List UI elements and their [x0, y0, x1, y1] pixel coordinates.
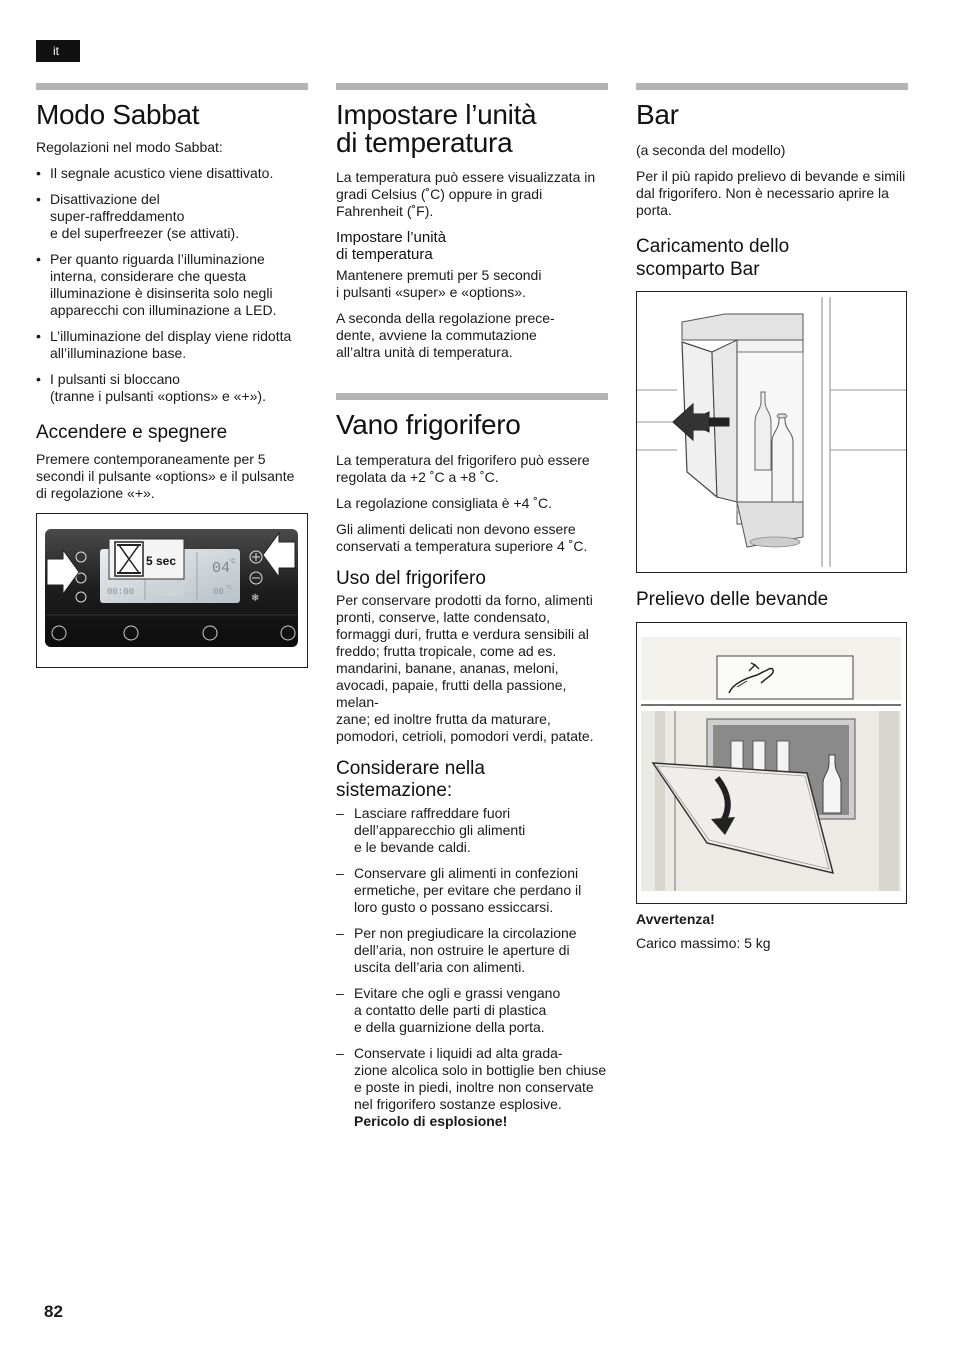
note-title: Avvertenza!	[636, 911, 715, 927]
list-item: – Evitare che ogli e grassi vengano a contatto delle parti di plastica e della guarnizione della porta.	[336, 985, 608, 1036]
subtitle-prelievo-bevande: Prelievo delle bevande	[636, 589, 829, 610]
section-rule	[336, 83, 608, 90]
warning-text: Pericolo di esplosione!	[354, 1113, 508, 1129]
accendere-text: Premere contemporaneamente per 5 secondi il pulsante «options» e il pulsante di regolazione «+».	[36, 451, 295, 501]
list-item: • Disattivazione del super-raffreddamento e del superfreezer (se attivati).	[36, 191, 308, 242]
control-panel-figure	[36, 513, 308, 668]
section-title-modo-sabbat: Modo Sabbat	[36, 99, 200, 130]
section-title-unita-temperatura: Impostare l’unità di temperatura	[336, 99, 537, 158]
sabbat-settings-list	[36, 165, 308, 405]
control-panel-illustration	[37, 514, 307, 667]
bar-model-text: (a seconda del modello)	[636, 142, 786, 158]
commutazione-text: A seconda della regolazione prece- dente, avviene la commutazione all’altra unità di temperatura.	[336, 310, 555, 360]
column-modo-sabbat	[36, 83, 308, 668]
list-item: • L’illuminazione del display viene ridotta all’illuminazione base.	[36, 328, 308, 362]
bar-loading-figure	[636, 291, 907, 573]
display-small-right: 00	[213, 587, 224, 597]
section-rule	[36, 83, 308, 90]
subtitle-uso-frigorifero: Uso del frigorifero	[336, 568, 486, 589]
display-small-left: 00:00	[107, 587, 135, 597]
temperatura-text: La temperatura può essere visualizzata in gradi Celsius (˚C) oppure in gradi Fahrenheit (˚F).	[336, 169, 596, 219]
svg-text:❄: ❄	[251, 593, 260, 604]
note-text: Carico massimo: 5 kg	[636, 935, 771, 951]
uso-text: Per conservare prodotti da forno, alimenti pronti, conserve, latte condensato, formaggi duri, frutta e verdura sensibili al freddo; frutta tropicale, come ad es. mandarini, banane, ananas, meloni, avocadi, papaie, frutti della passione, melan- zane; ed inoltre frutta da maturare, pomodori, cetrioli, pomodori verdi, patate.	[336, 592, 594, 744]
list-item: – Per non pregiudicare la circolazione dell’aria, non ostruire le aperture di uscita dell’aria con alimenti.	[336, 925, 608, 976]
display-temperature: 04	[212, 560, 231, 577]
list-item: • Il segnale acustico viene disattivato.	[36, 165, 308, 182]
list-item: – Lasciare raffreddare fuori dell’apparecchio gli alimenti e le bevande caldi.	[336, 805, 608, 856]
bar-drinks-figure	[636, 622, 907, 904]
list-item: – Conservare gli alimenti in confezioni ermetiche, per evitare che perdano il loro gusto o possano essiccarsi.	[336, 865, 608, 916]
section-rule	[336, 393, 608, 400]
subtitle-considerare: Considerare nella sistemazione:	[336, 758, 485, 801]
list-item: • Per quanto riguarda l’illuminazione interna, considerare che questa illuminazione è disinserita solo negli apparecchi con illuminazione a LED.	[36, 251, 308, 319]
page-number: 82	[44, 1302, 63, 1321]
section-title-bar: Bar	[636, 99, 679, 130]
subtitle-impostare-unita: Impostare l’unità di temperatura	[336, 229, 447, 263]
subtitle-caricamento-bar: Caricamento dello scomparto Bar	[636, 236, 790, 280]
list-item-text: Conservate i liquidi ad alta grada- zione alcolica solo in bottiglie ben chiuse e poste in piedi, inoltre non conservate nel frigorifero sostanze esplosive.	[354, 1045, 607, 1112]
list-item	[336, 1045, 608, 1130]
bar-drinks-illustration	[637, 623, 906, 903]
display-unit: °C	[229, 559, 236, 565]
considerare-list	[336, 805, 608, 1130]
vano-text-1: La temperatura del frigorifero può essere regolata da +2 ˚C a +8 ˚C.	[336, 452, 590, 485]
list-item: • I pulsanti si bloccano (tranne i pulsanti «options» e «+»).	[36, 371, 308, 405]
subtitle-accendere-spegnere: Accendere e spegnere	[36, 422, 228, 443]
bar-loading-illustration	[637, 292, 906, 572]
timer-label: 5 sec	[146, 554, 177, 568]
vano-text-3: Gli alimenti delicati non devono essere conservati a temperatura superiore 4 ˚C.	[336, 521, 588, 554]
vano-text-2: La regolazione consigliata è +4 ˚C.	[336, 495, 552, 511]
language-tag: it	[36, 40, 80, 62]
section-title-vano-frigorifero: Vano frigorifero	[336, 409, 521, 440]
impostare-text: Mantenere premuti per 5 secondi i pulsanti «super» e «options».	[336, 267, 542, 300]
intro-text: Regolazioni nel modo Sabbat:	[36, 139, 223, 155]
column-bar	[636, 83, 908, 961]
section-rule	[636, 83, 908, 90]
display-small-unit: °C	[226, 585, 232, 591]
bar-text: Per il più rapido prelievo di bevande e simili dal frigorifero. Non è necessario aprire la porta.	[636, 168, 906, 218]
column-temperatura	[336, 83, 608, 1139]
